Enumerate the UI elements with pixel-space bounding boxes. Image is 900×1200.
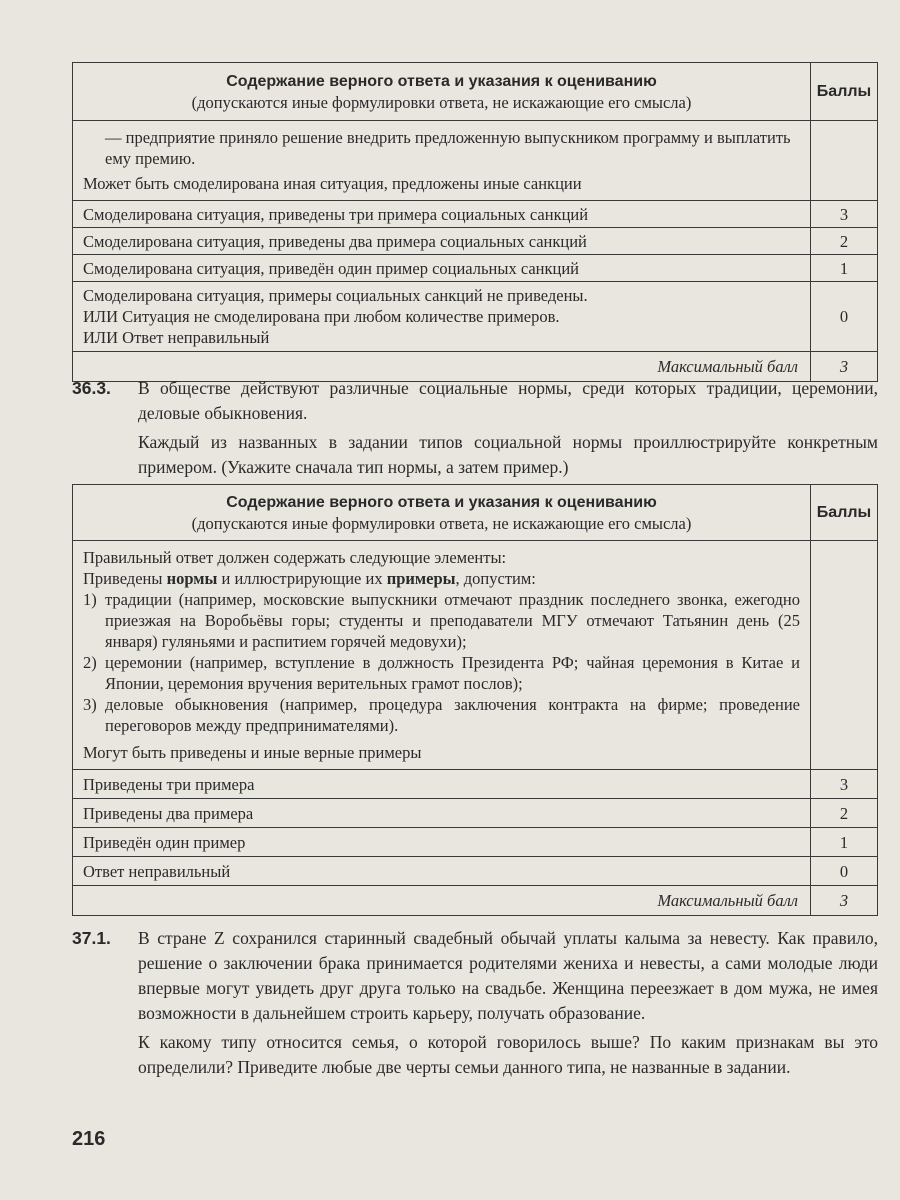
table-row xyxy=(73,201,878,228)
table-row xyxy=(73,228,878,255)
table-row xyxy=(73,255,878,282)
criterion-score: 0 xyxy=(811,857,878,886)
answer-note: Может быть смоделирована иная ситуация, предложены иные санкции xyxy=(83,174,582,193)
answer-note: Могут быть приведены и иные верные примеры xyxy=(83,743,422,762)
table-row xyxy=(73,799,878,828)
max-score-value: 3 xyxy=(811,886,878,916)
max-score-label: Максимальный балл xyxy=(73,886,811,916)
answer-content xyxy=(73,541,811,770)
list-item: 2) церемонии (например, вступление в должность Президента РФ; чайная церемония в Китае и Японии, церемония вручения верительных грамот послов); xyxy=(83,653,800,693)
criterion-text: Приведены два примера xyxy=(73,799,811,828)
empty-score xyxy=(811,121,878,201)
max-score-value: 3 xyxy=(811,352,878,382)
table-row xyxy=(73,857,878,886)
criterion-score: 1 xyxy=(811,255,878,282)
task-number: 36.3. xyxy=(72,378,111,398)
criterion-score: 2 xyxy=(811,228,878,255)
answer-content xyxy=(73,121,811,201)
table-header-content: Содержание верного ответа и указания к оцениванию (допускаются иные формулировки ответа, не искажающие его смысла) xyxy=(73,63,811,121)
criterion-score: 0 xyxy=(811,282,878,352)
criterion-text: Приведены три примера xyxy=(73,770,811,799)
criterion-text: Смоделирована ситуация, приведены два примера социальных санкций xyxy=(73,228,811,255)
page-number: 216 xyxy=(72,1128,106,1150)
table-row xyxy=(73,828,878,857)
answer-list xyxy=(83,589,800,736)
criterion-score: 1 xyxy=(811,828,878,857)
table-header-score: Баллы xyxy=(811,485,878,541)
criterion-text: Смоделирована ситуация, приведён один пример социальных санкций xyxy=(73,255,811,282)
table-row xyxy=(73,282,878,352)
task-question: Каждый из названных в задании типов социальной нормы проиллюстрируйте конкретным примером. (Укажите сначала тип нормы, а затем пример.) xyxy=(138,432,878,477)
table-content-row xyxy=(73,121,878,201)
task-37-1 xyxy=(72,926,878,1080)
criterion-score: 3 xyxy=(811,770,878,799)
table-row xyxy=(73,770,878,799)
grading-table-36-3 xyxy=(72,484,878,916)
criterion-text: Смоделирована ситуация, примеры социальных санкций не приведены. ИЛИ Ситуация не смоделирована при любом количестве примеров. ИЛИ Ответ неправильный xyxy=(73,282,811,352)
list-item: 1) традиции (например, московские выпускники отмечают праздник последнего звонка, ежегодно приезжая на Воробьёвы горы; студенты и преподаватели МГУ отмечают Татьянин день (25 января) гуляньями и распитием горячей медовухи); xyxy=(83,590,800,651)
table-header-row xyxy=(73,63,878,121)
max-score-row xyxy=(73,886,878,916)
table-header-score: Баллы xyxy=(811,63,878,121)
criterion-score: 3 xyxy=(811,201,878,228)
criterion-text: Смоделирована ситуация, приведены три примера социальных санкций xyxy=(73,201,811,228)
task-number: 37.1. xyxy=(72,928,111,948)
answer-intro: Правильный ответ должен содержать следующие элементы: xyxy=(83,548,507,567)
answer-intro-2: Приведены нормы и иллюстрирующие их примеры, допустим: xyxy=(83,569,536,588)
list-item: 3) деловые обыкновения (например, процедура заключения контракта на фирме; проведение переговоров между предпринимателями). xyxy=(83,695,800,735)
table-content-row xyxy=(73,541,878,770)
table-header-row xyxy=(73,485,878,541)
grading-table-36-2 xyxy=(72,62,878,382)
task-36-3 xyxy=(72,376,878,480)
empty-score xyxy=(811,541,878,770)
answer-line: — предприятие приняло решение внедрить предложенную выпускником программу и выплатить ему премию. xyxy=(105,128,791,168)
criterion-score: 2 xyxy=(811,799,878,828)
max-score-label: Максимальный балл xyxy=(73,352,811,382)
task-text: В стране Z сохранился старинный свадебный обычай уплаты калыма за невесту. Как правило, решение о заключении брака принимается родителями жениха и невесты, а сами молодые люди впервые могут увидеть друг друга только на свадьбе. Женщина переезжает в дом мужа, не имея возможности в дальнейшем строить карьеру, получать образование. xyxy=(138,928,878,1023)
table-header-content: Содержание верного ответа и указания к оцениванию (допускаются иные формулировки ответа, не искажающие его смысла) xyxy=(73,485,811,541)
task-question: К какому типу относится семья, о которой говорилось выше? По каким признакам вы это определили? Приведите любые две черты семьи данного типа, не названные в задании. xyxy=(138,1032,878,1077)
criterion-text: Приведён один пример xyxy=(73,828,811,857)
criterion-text: Ответ неправильный xyxy=(73,857,811,886)
task-text: В обществе действуют различные социальные нормы, среди которых традиции, церемонии, деловые обыкновения. xyxy=(138,378,878,423)
